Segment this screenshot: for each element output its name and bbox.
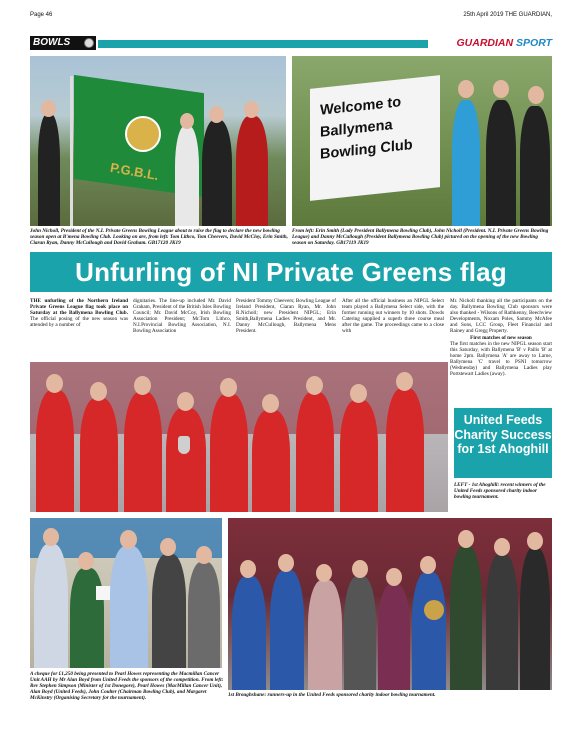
welcome-sign: Welcome to Ballymena Bowling Club xyxy=(310,75,440,201)
header-rule xyxy=(98,40,428,48)
photo5-caption: 1st Broughshane: runners-up in the United Feeds sponsored charity indoor bowling tournament. xyxy=(228,692,436,698)
article-column-4: After all the official business an NIPGL Select team played a Ballymena Select side, with the former running out winners by 10 shots. Dowds Catering supplied a superb three course meal after the game. The proceedings came to a close with xyxy=(342,298,444,335)
plaque xyxy=(424,600,444,620)
feature-caption: LEFT - 1st Ahoghill: recent winners of the United Feeds sponsored charity indoor bowling tournament. xyxy=(454,482,546,500)
issue-date: 25th April 2019 THE GUARDIAN, xyxy=(463,12,552,18)
article-column-3: President Tommy Cheevers; Bowling League of Ireland President, Ciaran Ryan, Mr. John R.Nicholl; new President NIPGL; Erin Smith,Ballymena Ladies President, and Mr. Danny McCullough, Ballymena Mens President. xyxy=(236,298,336,335)
bowl-ball-icon xyxy=(84,38,94,48)
photo1-caption: John Nicholl, President of the N.I. Private Greens Bowling League about to raise the flag to declare the new bowling season open at B'mena Bowling Club. Looking on are, from left: Tom Lithco, Tom Cheevers, David McCloy, Erin Smith, Ciaran Ryan, Danny McCullough and David Graham. GB17120 JK19 xyxy=(30,228,288,246)
photo-welcome-sign xyxy=(292,56,552,226)
article-column-1: THE unfurling of the Northern Ireland Private Greens League flag took place on Saturday at the Ballymena Bowling Club. The official posing of the new season was attended by a number of xyxy=(30,298,128,329)
photo-ahoghill-team xyxy=(30,362,448,512)
article-column-5: Mr. Nicholl thanking all the participants on the day. Ballymena Bowling Club sponsors were also thanked - Wilsons of Rathkenny, Beechview Developments, Noxam Poles, Sammy McAfee and Sons, LCC Group, Fleet Financial and Rainey and Gregg Property. First matches of new season The first matches in the new NIPGL season start this Saturday, with Ballymena 'B' v Pallis 'B' at home 2pm. Ballymena 'A' are away to Larne, Ballymena 'C' travel to PSNI tomorrow (Wednesday) and Ballymena Ladies play Portstewart Ladies (away). xyxy=(450,298,552,378)
brand-logo: GUARDIAN SPORT xyxy=(456,37,552,49)
photo4-caption: A cheque for £1,250 being presented to Pearl Howes representing the Macmillan Cancer Unit AAH by Mr Alan Boyd from United Feeds the sponsors of the competition. From left: Rev Stephen Simpson (Minister of 1st Donegore), Pearl Howes (MacMillan Cancer Unit), Alan Boyd (United Feeds), John Coulter (Chairman Bowling Club), and Margaret McKinstry (Organising Secretary for the tournament). xyxy=(30,671,224,701)
flag-text: P.G.B.L. xyxy=(109,159,160,184)
photo-cheque-presentation xyxy=(30,518,222,668)
photo2-caption: From left: Erin Smith (Lady President Ballymena Bowling Club), John Nicholl (President. N.I. Private Greens Bowling League) and Danny McCullough (President Ballymena Bowling Club) pictured on the opening of the new Bowling season on Saturday. GB17119 JK19 xyxy=(292,228,549,246)
article-column-2: dignitaries. The line-up included Mr. David Graham, President of the British Isles Bowling Council; Mr. David McCoy, Irish Bowling Association President; Mr.Tom Lithco, N.I.Provincial Bowling Association, N.I. Bowling Association xyxy=(133,298,231,335)
trophy-icon xyxy=(178,436,190,454)
photo-flag-raising xyxy=(30,56,286,226)
headline: Unfurling of NI Private Greens flag xyxy=(30,252,552,292)
page-number: Page 46 xyxy=(30,12,53,18)
photo-broughshane-team xyxy=(228,518,552,690)
feature-box: United Feeds Charity Success for 1st Ahoghill xyxy=(454,408,552,478)
page-header xyxy=(30,12,552,22)
section-label: BOWLS xyxy=(30,36,96,50)
